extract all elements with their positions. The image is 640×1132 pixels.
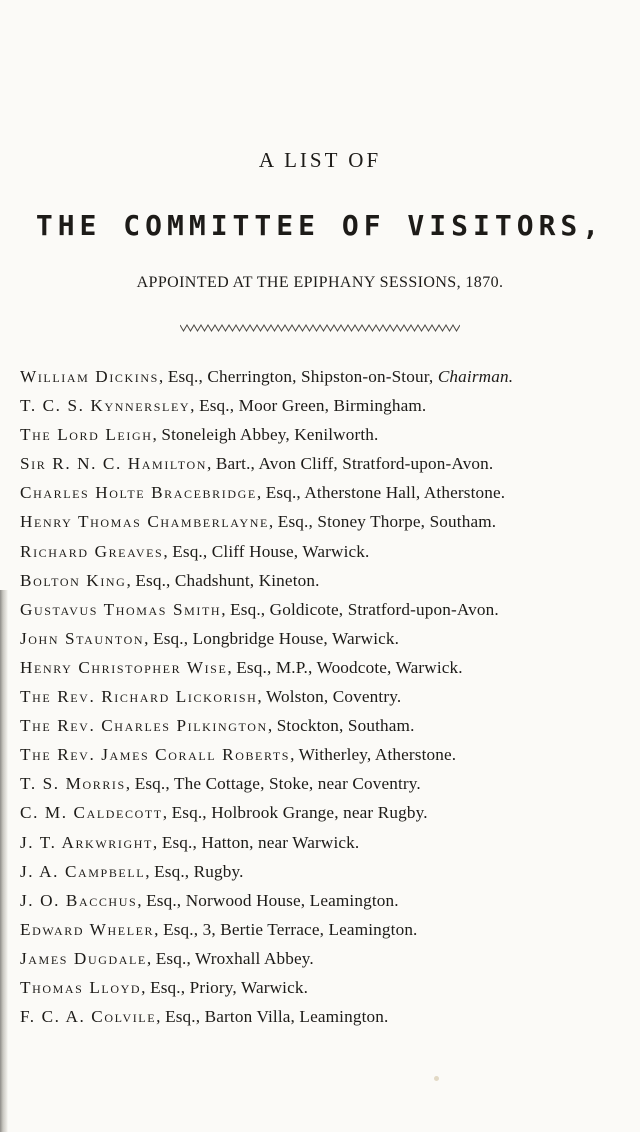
visitor-details: , Esq., Longbridge House, Warwick.: [144, 628, 400, 648]
visitor-name: F. C. A. Colvile: [20, 1007, 157, 1027]
visitor-details: , Esq., The Cottage, Stoke, near Coventry.: [125, 774, 421, 794]
visitor-details: , Esq., Atherstone Hall, Atherstone.: [256, 483, 506, 503]
visitor-entry: [20, 682, 638, 711]
visitor-details: , Esq., Norwood House, Leamington.: [137, 890, 399, 910]
visitor-details: , Esq., Goldicote, Stratford-upon-Avon.: [221, 599, 499, 619]
visitor-entry: [20, 944, 638, 973]
visitor-details: , Witherley, Atherstone.: [290, 745, 457, 765]
visitor-name: Richard Greaves: [20, 541, 164, 561]
visitor-entry: [20, 537, 638, 566]
visitor-entry: [20, 362, 638, 391]
visitor-name: James Dugdale: [20, 948, 147, 968]
visitor-entry: [20, 1002, 638, 1031]
visitor-name: Edward Wheler: [20, 919, 155, 939]
visitor-entry: [20, 420, 638, 449]
visitor-entry: [20, 857, 638, 886]
visitor-name: Bolton King: [20, 570, 127, 590]
visitor-entry: [20, 769, 638, 798]
visitor-details: , Stoneleigh Abbey, Kenilworth.: [152, 425, 379, 445]
visitor-name: T. C. S. Kynnersley: [20, 396, 191, 416]
visitor-details: , Esq., Stoney Thorpe, Southam.: [268, 512, 497, 532]
visitor-entry: [20, 886, 638, 915]
visitor-details: , Esq., Hatton, near Warwick.: [152, 832, 360, 852]
ornamental-rule-zigzag: [180, 325, 460, 331]
visitor-name: J. O. Bacchus: [20, 890, 138, 910]
visitor-entry: [20, 653, 638, 682]
visitor-details: , Esq., Chadshunt, Kineton.: [126, 570, 320, 590]
heading-appointed: APPOINTED AT THE EPIPHANY SESSIONS, 1870.: [136, 274, 504, 291]
visitor-role: Chairman.: [437, 367, 514, 386]
visitor-name: The Rev. James Corall Roberts: [20, 745, 291, 765]
paper-speck: [434, 1076, 439, 1081]
visitor-name: Charles Holte Bracebridge: [20, 483, 257, 503]
visitor-entry: [20, 828, 638, 857]
visitor-name: The Rev. Charles Pilkington: [20, 716, 268, 736]
visitor-details: , Esq., Cherrington, Shipston-on-Stour,: [158, 367, 438, 386]
visitor-name: The Lord Leigh: [20, 425, 153, 445]
visitor-details: , Esq., 3, Bertie Terrace, Leamington.: [154, 919, 418, 939]
visitor-entry: [20, 595, 638, 624]
visitor-entry: [20, 740, 638, 769]
visitor-details: , Bart., Avon Cliff, Stratford-upon-Avon.: [207, 454, 494, 474]
visitor-name: J. T. Arkwright: [20, 832, 153, 852]
visitor-details: , Esq., Moor Green, Birmingham.: [190, 396, 427, 416]
visitor-details: , Esq., Barton Villa, Leamington.: [156, 1007, 389, 1027]
visitor-name: Henry Christopher Wise: [20, 657, 228, 677]
binding-shadow: [0, 590, 8, 1132]
visitor-entry: [20, 973, 638, 1002]
visitor-name: William Dickins: [20, 367, 159, 386]
visitor-name: C. M. Caldecott: [20, 803, 163, 823]
visitor-details: , Wolston, Coventry.: [257, 687, 402, 707]
visitor-details: , Esq., Rugby.: [145, 861, 244, 881]
visitor-name: Sir R. N. C. Hamilton: [20, 454, 207, 474]
visitor-name: John Staunton: [20, 628, 145, 648]
visitor-entry: [20, 449, 638, 478]
visitor-details: , Esq., Wroxhall Abbey.: [146, 948, 314, 968]
visitor-name: The Rev. Richard Lickorish: [20, 687, 258, 707]
visitor-entry: [20, 507, 638, 536]
visitor-list: [20, 362, 638, 1031]
visitor-name: Gustavus Thomas Smith: [20, 599, 222, 619]
visitor-name: J. A. Campbell: [20, 861, 146, 881]
visitor-name: Henry Thomas Chamberlayne: [20, 512, 269, 532]
visitor-name: T. S. Morris: [20, 774, 126, 794]
visitor-name: Thomas Lloyd: [20, 977, 142, 997]
visitor-details: , Esq., Holbrook Grange, near Rugby.: [162, 803, 428, 823]
visitor-entry: [20, 915, 638, 944]
visitor-entry: [20, 478, 638, 507]
visitor-details: , Esq., Cliff House, Warwick.: [163, 541, 370, 561]
visitor-entry: [20, 798, 638, 827]
visitor-details: , Stockton, Southam.: [267, 716, 415, 736]
visitor-entry: [20, 391, 638, 420]
visitor-entry: [20, 566, 638, 595]
heading-list-of: A LIST OF: [258, 148, 382, 172]
ornamental-rule: [180, 322, 460, 334]
visitor-entry: [20, 711, 638, 740]
visitor-details: , Esq., M.P., Woodcote, Warwick.: [227, 657, 463, 677]
heading-committee-of-visitors: THE COMMITTEE OF VISITORS,: [35, 209, 605, 242]
visitor-entry: [20, 624, 638, 653]
visitor-details: , Esq., Priory, Warwick.: [141, 977, 309, 997]
